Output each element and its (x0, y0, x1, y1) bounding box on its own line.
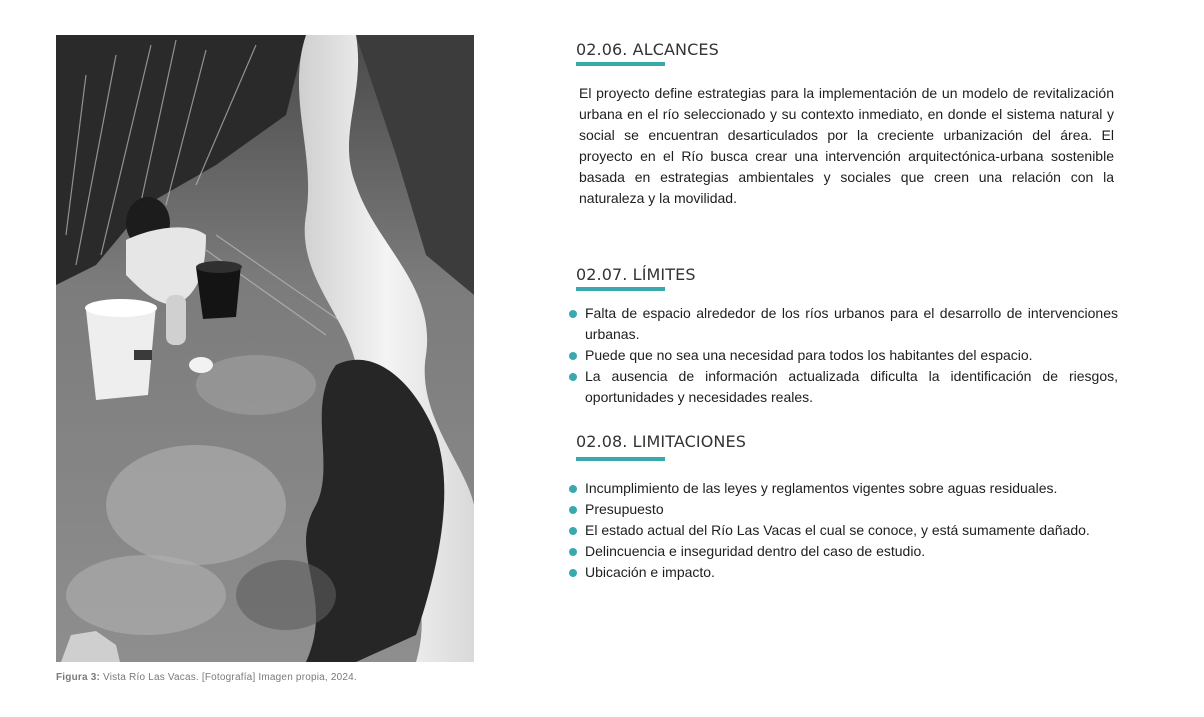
list-item-text: Delincuencia e inseguridad dentro del caso de estudio. (585, 543, 926, 559)
bullet-dot-icon (569, 352, 577, 360)
list-item-text: Puede que no sea una necesidad para todos los habitantes del espacio. (585, 347, 1033, 363)
title-underline-limitaciones (576, 457, 665, 461)
list-item (566, 345, 1118, 366)
black-bucket (196, 261, 242, 319)
list-item-text: Incumplimiento de las leyes y reglamentos vigentes sobre aguas residuales. (585, 480, 1058, 496)
limites-list (566, 303, 1118, 408)
list-item (566, 541, 1118, 562)
section-title-alcances: 02.06. ALCANCES (576, 40, 719, 59)
figure-caption (56, 672, 357, 683)
bullet-dot-icon (569, 548, 577, 556)
list-item (566, 520, 1118, 541)
section-title-limitaciones: 02.08. LIMITACIONES (576, 432, 746, 451)
bullet-dot-icon (569, 310, 577, 318)
list-item (566, 562, 1118, 583)
list-item (566, 478, 1118, 499)
white-bucket (85, 299, 157, 400)
bullet-dot-icon (569, 506, 577, 514)
section-title-limites: 02.07. LÍMITES (576, 265, 696, 284)
list-item-text: La ausencia de información actualizada dificulta la identificación de riesgos, oportunidades y necesidades reales. (585, 368, 1118, 405)
alcances-paragraph: El proyecto define estrategias para la implementación de un modelo de revitalización urbana en el río seleccionado y su contexto inmediato, en donde el sistema natural y social se encuentran desarticulados por la creciente urbanización del área. El proyecto en el Río busca crear una intervención arquitectónica-urbana sostenible basada en estrategias ambientales y sociales que creen una relación con la naturaleza y la movilidad. (579, 85, 1114, 206)
list-item (566, 303, 1118, 345)
list-item-text: El estado actual del Río Las Vacas el cual se conoce, y está sumamente dañado. (585, 522, 1090, 538)
list-item (566, 366, 1118, 408)
limitaciones-list (566, 478, 1118, 583)
list-item-text: Presupuesto (585, 501, 664, 517)
bullet-dot-icon (569, 527, 577, 535)
river-photo (56, 35, 474, 662)
figure-caption-lead: Figura 3: (56, 672, 101, 683)
figure-caption-text: Vista Río Las Vacas. [Fotografía] Imagen propia, 2024. (100, 672, 357, 683)
bullet-dot-icon (569, 373, 577, 381)
list-item-text: Falta de espacio alrededor de los ríos urbanos para el desarrollo de intervenciones urbanas. (585, 305, 1118, 342)
list-item-text: Ubicación e impacto. (585, 564, 715, 580)
title-underline-alcances (576, 62, 665, 66)
bullet-dot-icon (569, 485, 577, 493)
title-underline-limites (576, 287, 665, 291)
bullet-dot-icon (569, 569, 577, 577)
list-item (566, 499, 1118, 520)
river-photo-graphic (56, 35, 474, 662)
